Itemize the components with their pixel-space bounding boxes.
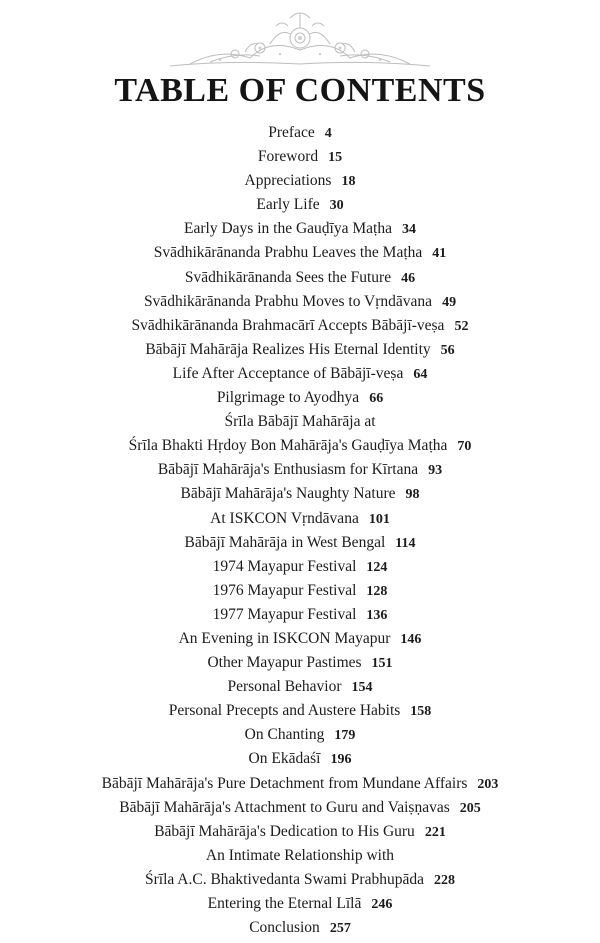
toc-entry [0,193,600,217]
toc-entry [0,675,600,699]
decorative-ornament-icon [150,8,450,70]
toc-entry-page-number: 15 [328,150,343,166]
toc-entry [0,627,600,651]
toc-entry-title: Conclusion [249,919,320,937]
toc-entry-title: Svādhikārānanda Prabhu Leaves the Maṭha [153,244,423,262]
toc-entry [0,314,600,338]
toc-entry-title: Foreword [257,148,319,166]
toc-entry-page-number: 221 [424,824,446,840]
toc-entry-page-number: 30 [329,198,344,214]
toc-entry-title: Early Life [256,196,320,214]
toc-entry-title: Personal Precepts and Austere Habits [168,702,401,720]
toc-entry [0,531,600,555]
toc-entry-page-number: 52 [454,318,469,334]
toc-entry-page-number: 64 [413,366,428,382]
toc-entry-page-number: 246 [371,897,393,912]
toc-entry-page-number: 124 [366,559,388,575]
toc-entry-title: On Ekādaśī [248,750,321,768]
toc-entry [0,362,600,386]
toc-entry-title: 1974 Mayapur Festival [212,557,357,575]
toc-entry [0,747,600,771]
toc-entry-page-number: 70 [457,439,472,455]
toc-entry-title: 1977 Mayapur Festival [212,605,357,623]
toc-entry-title: Personal Behavior [227,678,342,696]
toc-entry-title: Bābājī Mahārāja Realizes His Eternal Identity [145,340,431,358]
toc-entry-title: Preface [268,124,315,141]
toc-entry-title: Bābājī Mahārāja's Attachment to Guru and Vaiṣṇavas [119,798,450,816]
toc-entry-title: An Intimate Relationship with [205,846,395,864]
toc-entry-title: Śrīla Bābājī Mahārāja at [224,413,376,431]
toc-entry-title: Svādhikārānanda Sees the Future [184,268,392,286]
toc-entry-title: Bābājī Mahārāja in West Bengal [184,533,386,551]
toc-entry-page-number: 158 [410,704,432,720]
toc-entry-title: Bābājī Mahārāja's Enthusiasm for Kīrtana [157,461,419,479]
toc-entry [0,266,600,290]
toc-entry-page-number: 41 [432,246,447,262]
toc-entry-page-number: 49 [442,294,457,310]
toc-entry [0,723,600,747]
toc-entry-title: Early Days in the Gauḍīya Maṭha [184,220,392,238]
toc-entry [0,699,600,723]
toc-entry [0,772,600,796]
toc-entry-page-number: 203 [477,776,499,792]
toc-entry-page-number: 4 [324,126,332,141]
toc-entry-title: Śrīla Bhakti Hṛdoy Bon Mahārāja's Gauḍīya Maṭha [128,437,448,455]
toc-entry-page-number: 154 [351,680,373,696]
toc-entry-page-number: 114 [395,535,416,551]
toc-entry-title: Appreciations [244,172,332,190]
toc-entry-title: On Chanting [244,726,325,744]
toc-entry-page-number: 56 [440,342,455,358]
toc-entry [0,458,600,482]
toc-entry-page-number: 228 [433,872,455,888]
toc-entry-title: 1976 Mayapur Festival [212,581,357,599]
toc-entry [0,386,600,410]
toc-entry-page-number: 128 [366,583,388,599]
toc-entry [0,868,600,892]
toc-entry-page-number: 98 [405,487,420,503]
toc-entry-page-number: 205 [459,800,481,816]
page-title: TABLE OF CONTENTS [114,72,486,109]
toc-entry-title: Svādhikārānanda Brahmacārī Accepts Bābājī-veṣa [131,316,445,334]
toc-entry-title: Bābājī Mahārāja's Pure Detachment from Mundane Affairs [101,774,468,792]
toc-entry [0,579,600,603]
table-of-contents-list [0,121,600,940]
toc-entry [0,169,600,193]
toc-entry-page-number: 34 [401,222,416,238]
toc-entry-title: Svādhikārānanda Prabhu Moves to Vṛndāvana [143,292,433,310]
toc-entry [0,338,600,362]
toc-entry [0,241,600,265]
toc-entry [0,217,600,241]
toc-entry-title: Other Mayapur Pastimes [207,654,362,672]
toc-entry-title: At ISKCON Vṛndāvana [210,509,359,527]
toc-entry-page-number: 151 [371,656,393,672]
toc-entry [0,410,600,434]
toc-entry-page-number: 66 [369,391,384,407]
toc-entry [0,507,600,531]
toc-entry-page-number: 136 [366,607,388,623]
toc-entry [0,916,600,940]
toc-entry-title: Life After Acceptance of Bābājī-veṣa [172,364,404,382]
toc-entry [0,121,600,145]
toc-entry [0,820,600,844]
toc-entry-title: An Evening in ISKCON Mayapur [178,629,391,647]
toc-entry [0,434,600,458]
toc-entry [0,555,600,579]
toc-entry [0,796,600,820]
toc-entry-title: Śrīla A.C. Bhaktivedanta Swami Prabhupāda [145,870,424,888]
toc-entry [0,892,600,916]
toc-entry-page-number: 179 [334,728,356,744]
toc-entry [0,603,600,627]
toc-entry-title: Bābājī Mahārāja's Naughty Nature [180,485,396,503]
toc-entry-title: Bābājī Mahārāja's Dedication to His Guru [154,822,415,840]
toc-entry [0,482,600,506]
toc-entry [0,290,600,314]
toc-entry [0,145,600,169]
toc-entry-page-number: 257 [329,921,351,937]
toc-entry-page-number: 93 [428,463,443,479]
toc-entry [0,651,600,675]
toc-entry-page-number: 18 [341,174,356,190]
toc-entry-page-number: 101 [368,511,390,527]
toc-entry-page-number: 196 [330,752,352,768]
toc-entry-page-number: 146 [400,631,422,647]
toc-entry [0,844,600,868]
toc-entry-title: Entering the Eternal Līlā [207,895,362,912]
toc-entry-page-number: 46 [401,270,416,286]
toc-entry-title: Pilgrimage to Ayodhya [216,389,360,407]
